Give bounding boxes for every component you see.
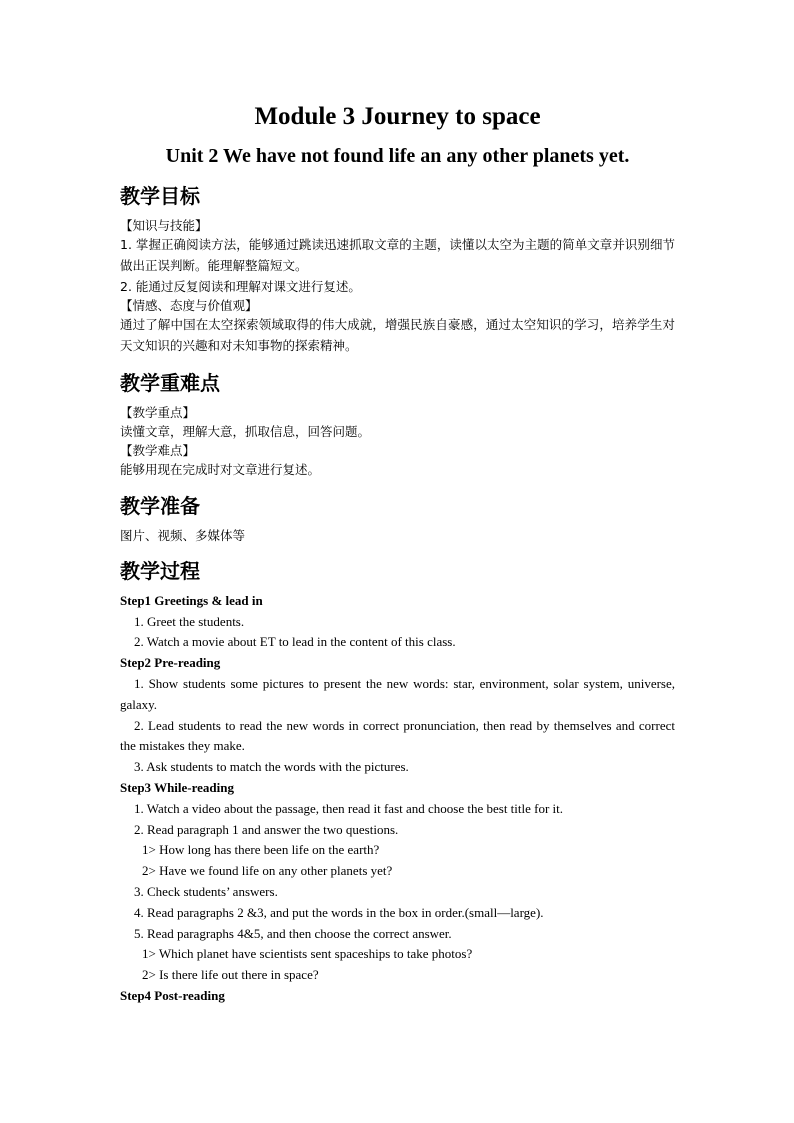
step1-title: Step1 Greetings & lead in [120, 592, 263, 608]
step3-item-2: 2. Read paragraph 1 and answer the two questions. [134, 821, 399, 837]
step1-item-1: 1. Greet the students. [134, 613, 245, 629]
knowledge-item-1: 1. 掌握正确阅读方法，能够通过跳读迅速抓取文章的主题，读懂以太空为主题的简单文章并识别细节做出正误判断。能理解整篇短文。 [120, 237, 675, 273]
step3-subitem-5-2: 2> Is there life out there in space? [142, 967, 319, 983]
focus-label: 【教学重点】 [120, 404, 196, 420]
step3-item-5: 5. Read paragraphs 4&5, and then choose the correct answer. [134, 925, 452, 941]
step3-item-3: 3. Check students’ answers. [134, 883, 278, 899]
document-title: Module 3 Journey to space [254, 103, 541, 130]
step2-title: Step2 Pre-reading [120, 655, 221, 671]
step3-item-1: 1. Watch a video about the passage, then read it fast and choose the best title for it. [134, 800, 564, 816]
difficulty-label: 【教学难点】 [120, 443, 196, 459]
step3-subitem-2-1: 1> How long has there been life on the earth? [142, 842, 380, 858]
knowledge-item-2: 2. 能通过反复阅读和理解对课文进行复述。 [120, 278, 361, 294]
knowledge-label: 【知识与技能】 [120, 218, 208, 233]
preparation-heading: 教学准备 [120, 493, 200, 518]
process-heading: 教学过程 [120, 558, 200, 583]
step3-subitem-2-2: 2> Have we found life on any other planets yet? [142, 863, 393, 879]
step2-item-1: 1. Show students some pictures to present the new words: star, environment, solar system, universe, galaxy. [120, 676, 675, 712]
emotion-label: 【情感、态度与价值观】 [120, 298, 258, 313]
document-content [120, 100, 675, 1007]
step3-subitem-5-1: 1> Which planet have scientists sent spaceships to take photos? [142, 946, 473, 962]
preparation-text: 图片、视频、多媒体等 [120, 527, 246, 543]
key-points-heading: 教学重难点 [120, 370, 220, 395]
step3-title: Step3 While-reading [120, 779, 235, 795]
objectives-heading: 教学目标 [120, 184, 200, 208]
step2-item-2: 2. Lead students to read the new words in correct pronunciation, then read by themselves and correct the mistakes they make. [120, 717, 675, 754]
difficulty-text: 能够用现在完成时对文章进行复述。 [120, 462, 321, 478]
focus-text: 读懂文章，理解大意，抓取信息，回答问题。 [120, 424, 371, 439]
step4-title: Step4 Post-reading [120, 987, 225, 1003]
emotion-text: 通过了解中国在太空探索领域取得的伟大成就，增强民族自豪感，通过太空知识的学习，培养学生对天文知识的兴趣和对未知事物的探索精神。 [120, 317, 675, 353]
step3-item-4: 4. Read paragraphs 2 &3, and put the words in the box in order.(small—large). [134, 904, 544, 920]
document-subtitle: Unit 2 We have not found life an any other planets yet. [165, 145, 630, 167]
step1-item-2: 2. Watch a movie about ET to lead in the content of this class. [134, 634, 456, 650]
step2-item-3: 3. Ask students to match the words with the pictures. [134, 759, 409, 775]
